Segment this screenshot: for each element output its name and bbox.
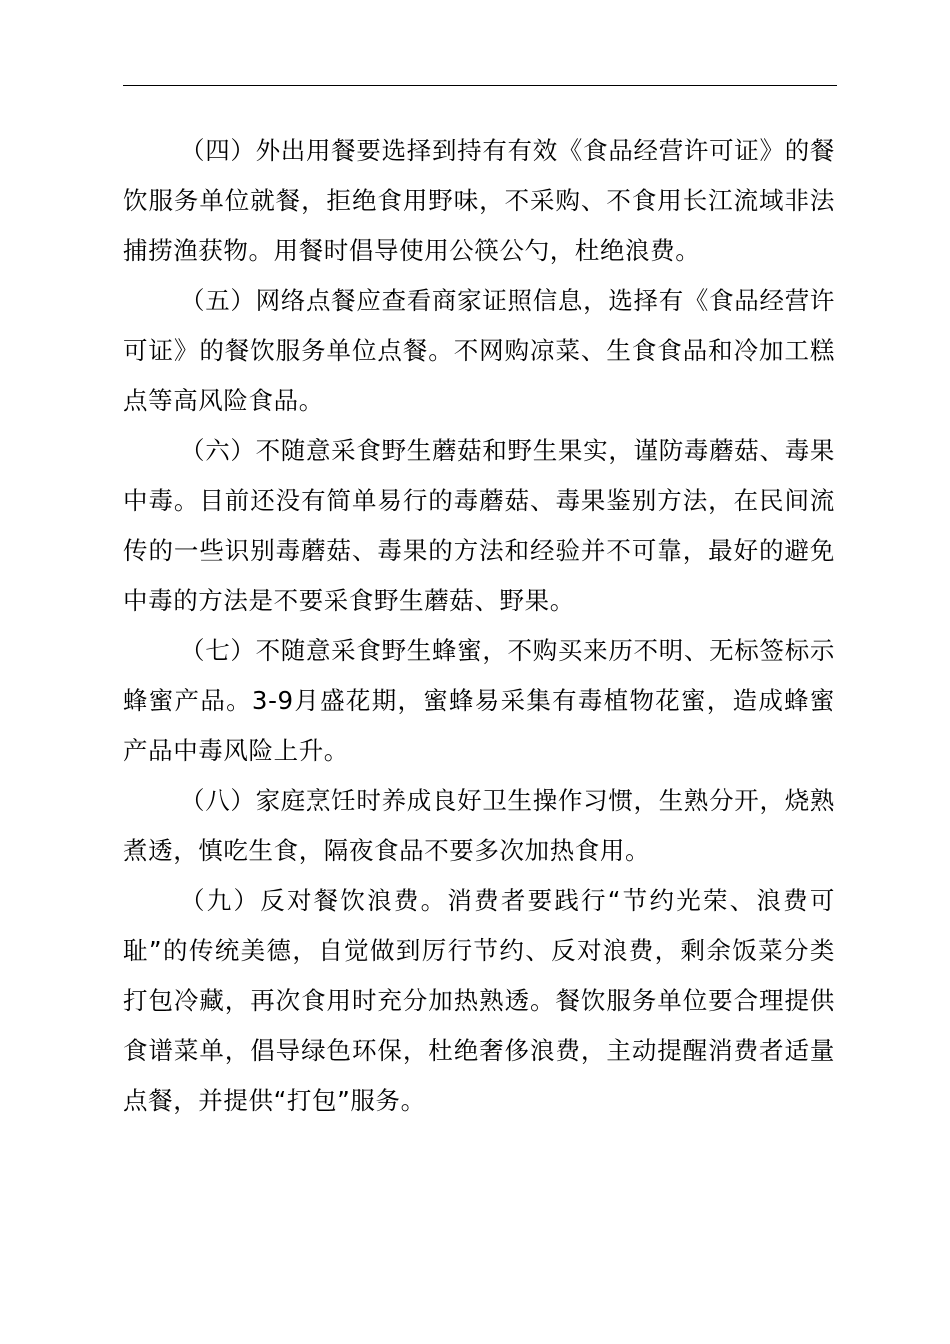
paragraph-8: （八）家庭烹饪时养成良好卫生操作习惯，生熟分开，烧熟煮透，慎吃生食，隔夜食品不要多次加热食用。 [123,786,835,865]
paragraph-4: （四）外出用餐要选择到持有有效《食品经营许可证》的餐饮服务单位就餐，拒绝食用野味，不采购、不食用长江流域非法捕捞渔获物。用餐时倡导使用公筷公勺，杜绝浪费。 [123,136,835,265]
paragraph-7: （七）不随意采食野生蜂蜜，不购买来历不明、无标签标示蜂蜜产品。3-9月盛花期，蜜蜂易采集有毒植物花蜜，造成蜂蜜产品中毒风险上升。 [123,636,835,765]
paragraph-5: （五）网络点餐应查看商家证照信息，选择有《食品经营许可证》的餐饮服务单位点餐。不网购凉菜、生食食品和冷加工糕点等高风险食品。 [123,286,835,415]
document-body [123,126,835,1126]
paragraph-9: （九）反对餐饮浪费。消费者要践行“节约光荣、浪费可耻”的传统美德，自觉做到厉行节约、反对浪费，剩余饭菜分类打包冷藏，再次食用时充分加热熟透。餐饮服务单位要合理提供食谱菜单，倡导绿色环保，杜绝奢侈浪费，主动提醒消费者适量点餐，并提供“打包”服务。 [123,886,835,1115]
paragraph-6: （六）不随意采食野生蘑菇和野生果实，谨防毒蘑菇、毒果中毒。目前还没有简单易行的毒蘑菇、毒果鉴别方法，在民间流传的一些识别毒蘑菇、毒果的方法和经验并不可靠，最好的避免中毒的方法是不要采食野生蘑菇、野果。 [123,436,835,615]
header-rule [123,85,837,86]
